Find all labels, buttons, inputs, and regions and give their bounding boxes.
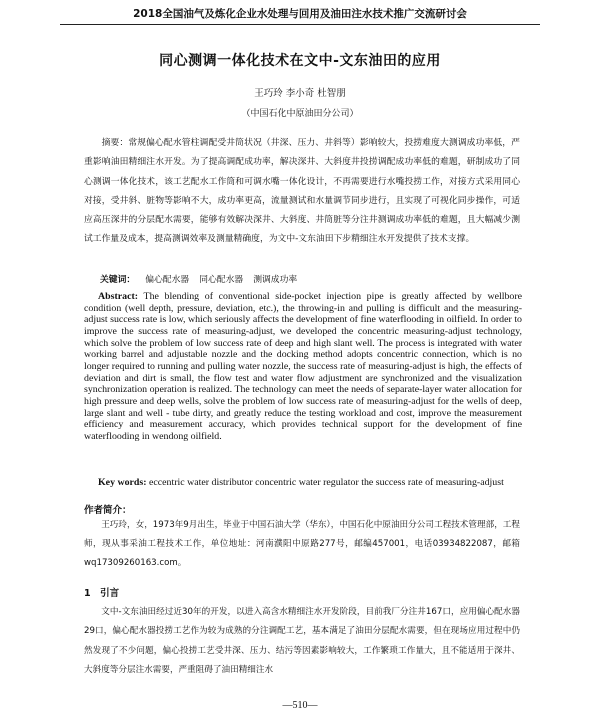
author-intro-text: 王巧玲，女，1973年9月出生，毕业于中国石油大学（华东），中国石化中原油田分公司工程技术管理部，工程师，现从事采油工程技术工作，单位地址：河南濮阳中原路277号，邮编457001，电话03934822087，邮箱wq17309260163.com。 (84, 520, 520, 568)
author-intro-heading: 作者简介： (84, 505, 132, 516)
introduction-paragraph: 文中-文东油田经过近30年的开发，以进入高含水精细注水开发阶段，目前我厂分注井167口，应用偏心配水器29口，偏心配水器投捞工艺作为较为成熟的分注调配工艺，基本满足了油田分层配水需要，但在现场应用过程中仍然发现了不少问题，偏心投捞工艺受井深、压力、结污等因素影响较大，工作繁琐工作量大，且不能适用于深井、大斜度等分层注水需要，严重阻碍了油田精细注水 (84, 607, 520, 675)
chinese-keyword: 同心配水器 (199, 275, 244, 285)
running-header: 2018全国油气及炼化企业水处理与回用及油田注水技术推广交流研讨会 (60, 6, 540, 25)
english-abstract-label: Abstract: (98, 291, 139, 302)
chinese-keyword: 测调成功率 (253, 275, 298, 285)
english-abstract-text: The blending of conventional side-pocket injection pipe is greatly affected by wellbore condition (well depth, pressure, deviation, etc.), the throwing-in and pulling is difficult and the measuring-adjust success rate is low, which seriously affects the development of fine waterflooding in oilfield. In order to improve the success rate of measuring-adjust, we developed the concentric measuring-adjust technology, which solve the problem of low success rate of deep and high slant well. The process is integrated with water working barrel and adjustable nozzle and the docking method adopts concentric connection, which is no longer required to running and pulling water nozzle, the success rate of measuring-adjust is high, the effects of deviation and dirt is small, the flow test and water flow adjustment are synchronized and the visualization synchronization operation is realized. The technology can meet the needs of separate-layer water allocation for high pressure and deep wells, solve the problem of low success rate of measuring-adjust for the wells of deep, large slant and well - tube dirty, and greatly reduce the testing workload and cost, improve the measurement efficiency and measurement accuracy, which provides technical support for the development of fine waterflooding in wendong oilfield. (84, 291, 522, 442)
chinese-keywords-label: 关键词： (100, 275, 136, 285)
affiliation: （中国石化中原油田分公司） (241, 109, 359, 119)
author-list: 王巧玲 李小奇 杜智朋 (254, 88, 346, 99)
section-heading-introduction: 1 引言 (84, 588, 120, 599)
chinese-abstract (84, 134, 520, 250)
english-keywords (84, 477, 522, 489)
chinese-keywords (84, 271, 520, 289)
chinese-abstract-text: 常规偏心配水管柱调配受井筒状况（井深、压力、井斜等）影响较大，投捞难度大测调成功率低，严重影响油田精细注水开发。为了提高调配成功率，解决深井、大斜度井投捞调配成功率低的难题，研制成功了同心测调一体化技术，该工艺配水工作筒和可调水嘴一体化设计，不再需要进行水嘴投捞工作，对接方式采用同心对接，受井斜、脏物等影响不大，成功率更高，流量测试和水量调节同步进行，且实现了可视化同步操作，可适应高压深井的分层配水需要，能够有效解决深井、大斜度、井筒脏等分注井测调成功率低的难题，且大幅减少测试工作量及成本，提高测调效率及测量精确度，为文中-文东油田下步精细注水开发提供了技术支撑。 (84, 138, 520, 245)
english-abstract (84, 291, 522, 443)
page-number: —510— (282, 700, 318, 711)
english-keywords-text: eccentric water distributor concentric water regulator the success rate of measuring-adjust (149, 477, 504, 488)
chinese-abstract-label: 摘要： (101, 138, 129, 148)
paper-title: 同心测调一体化技术在文中-文东油田的应用 (159, 53, 441, 69)
chinese-keyword: 偏心配水器 (145, 275, 190, 285)
english-keywords-label: Key words: (98, 477, 147, 488)
